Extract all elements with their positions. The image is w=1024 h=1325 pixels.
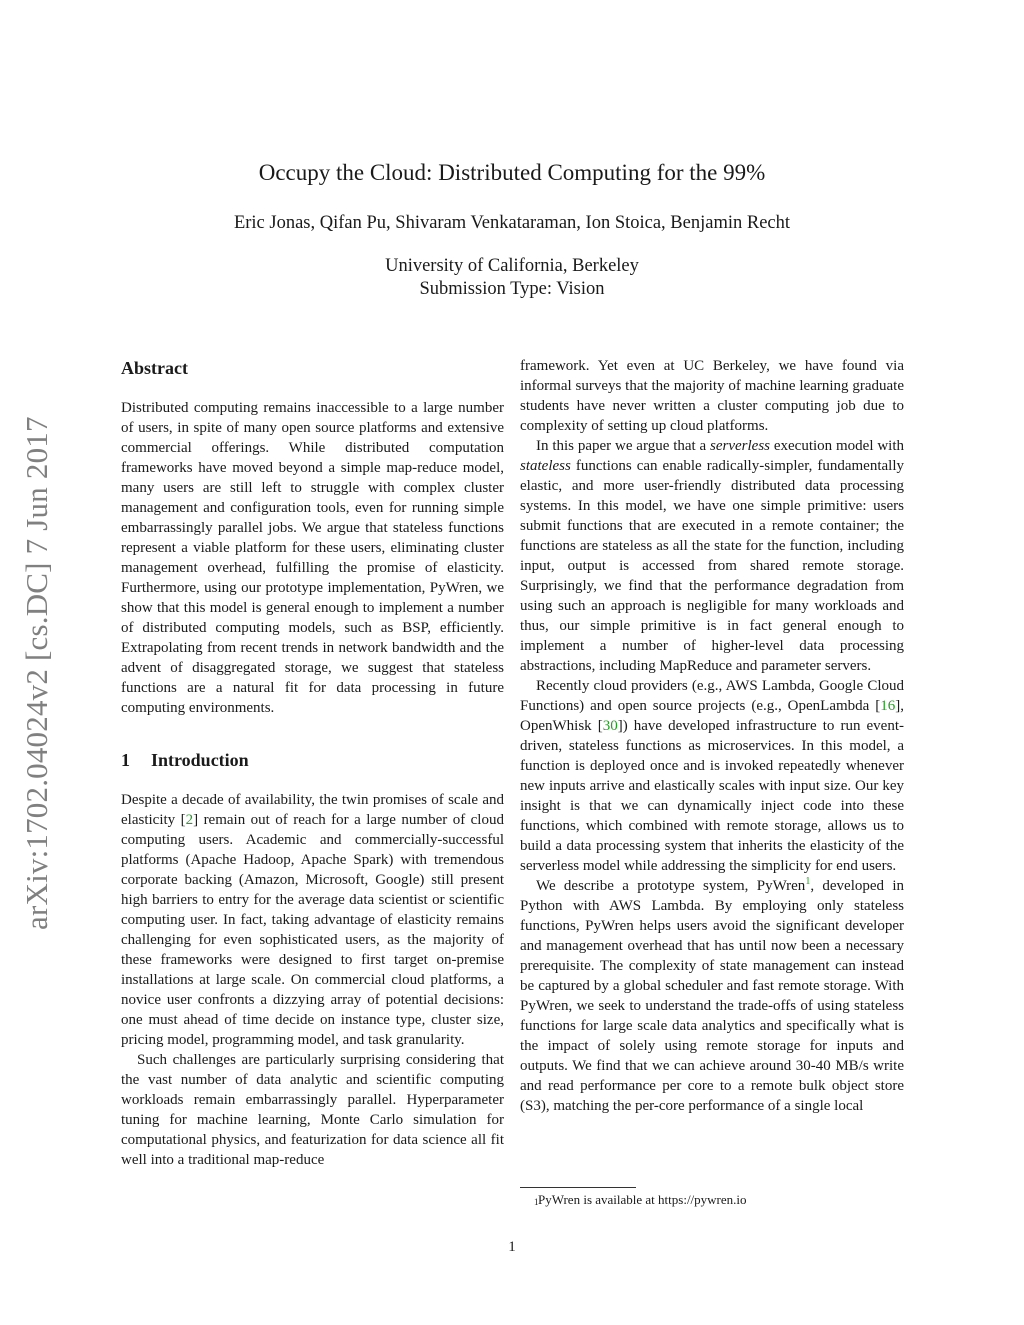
intro-paragraph-4 xyxy=(520,676,904,876)
paragraph-text: Despite a decade of availability, the twin promises of scale and elasticity [ xyxy=(121,792,504,828)
submission-type: Submission Type: Vision xyxy=(419,279,605,299)
abstract-text: Distributed computing remains inaccessible to a large number of users, in spite of many open source platforms and extensive commercial offerings. While distributed computation frameworks have moved beyond a simple map-reduce model, many users are still left to struggle with complex cluster management and configuration tools, even for running simple embarrassingly parallel jobs. We argue that stateless functions represent a viable platform for these users, eliminating cluster management overhead, fulfilling the promise of elasticity. Furthermore, using our prototype implementation, PyWren, we show that this model is general enough to implement a number of distributed computing models, such as BSP, efficiently. Extrapolating from recent trends in network bandwidth and the advent of disaggregated storage, we suggest that stateless functions are a natural fit for data processing in future computing environments. xyxy=(121,400,504,716)
intro-paragraph-2-continued: framework. Yet even at UC Berkeley, we have found via informal surveys that the majority of machine learning graduate students have never written a cluster computing job due to complexity of setting up cloud platforms. xyxy=(520,358,904,434)
paragraph-text: ] remain out of reach for a large number of cloud computing users. Academic and commercially-successful platforms (Apache Hadoop, Apache Spark) with tremendous corporate backing (Amazon, Microsoft, Google) still present high barriers to entry for the average data scientist or scientific computing user. In fact, taking advantage of elasticity remains challenging for even sophisticated users, as the majority of these frameworks were designed to first target on-premise installations at large scale. On commercial cloud platforms, a novice user confronts a dizzying array of potential decisions: one must ahead of time decide on instance type, cluster size, pricing model, programming model, and task granularity. xyxy=(121,812,504,1048)
paragraph-text: functions can enable radically-simpler, fundamentally elastic, and more user-friendly distributed data processing systems. In this model, we have one simple primitive: users submit functions that are executed in a remote container; the functions are stateless as all the state for the function, including input, output is accessed from shared remote storage. Surprisingly, we find that the performance degradation from using such an approach is negligible for many workloads and thus, our simple primitive is in fact general enough to implement a number of higher-level data processing abstractions, including MapReduce and parameter servers. xyxy=(520,458,904,674)
citation-link[interactable]: 2 xyxy=(185,812,194,828)
author-list: Eric Jonas, Qifan Pu, Shivaram Venkataraman, Ion Stoica, Benjamin Recht xyxy=(233,213,791,233)
citation-link[interactable]: 30 xyxy=(602,718,618,734)
footnote-mark: 1 xyxy=(534,1197,539,1207)
intro-paragraph-3 xyxy=(520,436,904,676)
footnote xyxy=(534,1191,747,1209)
arxiv-identifier-stamp: arXiv:1702.04024v2 [cs.DC] 7 Jun 2017 xyxy=(19,416,54,930)
footnote-marker-link[interactable]: 1 xyxy=(805,876,811,887)
paragraph-text: ], OpenWhisk [ xyxy=(520,698,904,734)
paragraph-text: execution model with xyxy=(770,438,904,454)
paragraph-text: ]) have developed infrastructure to run event-driven, stateless functions as microservices. In this model, a function is deployed once and is invoked repeatedly whenever new inputs arrive and elastically scales with input size. Our key insight is that we can dynamically inject code into these functions, which combined with remote storage, allows us to build a data processing system that inherits the elasticity of the serverless model while addressing the simplicity for end users. xyxy=(520,718,904,874)
paragraph-text: , developed in Python with AWS Lambda. By employing only stateless functions, PyWren helps users avoid the significant developer and management overhead that has until now been a necessary prerequisite. The complexity of state management can instead be captured by a global scheduler and fast remote storage. With PyWren, we seek to understand the trade-offs of using stateless functions for large scale data analytics and specifically what is the impact of solely using remote storage for inputs and outputs. We find that we can achieve around 30-40 MB/s write and read performance per core to a remote bulk object store (S3), matching the per-core performance of a single local xyxy=(520,878,905,1114)
intro-paragraph-5 xyxy=(520,876,904,1116)
paper-title: Occupy the Cloud: Distributed Computing for the 99% xyxy=(258,160,766,185)
paragraph-text: In this paper we argue that a xyxy=(536,438,711,454)
page-number: 1 xyxy=(508,1239,516,1255)
footnote-text: PyWren is available at https://pywren.io xyxy=(538,1192,747,1207)
abstract-heading: Abstract xyxy=(121,358,188,378)
section-heading-introduction xyxy=(121,748,504,772)
affiliation: University of California, Berkeley xyxy=(385,256,639,276)
emphasis-serverless: serverless xyxy=(710,438,771,454)
right-column xyxy=(520,356,904,1116)
affiliation-block xyxy=(0,255,1024,301)
emphasis-stateless: stateless xyxy=(520,458,571,474)
left-column xyxy=(121,356,504,1170)
footnote-divider xyxy=(520,1187,636,1188)
paragraph-text: We describe a prototype system, PyWren xyxy=(536,878,806,894)
intro-paragraph-1 xyxy=(121,790,504,1050)
section-title: Introduction xyxy=(151,750,249,770)
paragraph-text: Recently cloud providers (e.g., AWS Lambda, Google Cloud Functions) and open source projects (e.g., OpenLambda [ xyxy=(520,678,904,714)
citation-link[interactable]: 16 xyxy=(880,698,896,714)
section-number: 1 xyxy=(121,750,130,770)
intro-paragraph-2: Such challenges are particularly surprising considering that the vast number of data analytic and scientific computing workloads remain embarrassingly parallel. Hyperparameter tuning for machine learning, Monte Carlo simulation for computational physics, and featurization for data science all fit well into a traditional map-reduce xyxy=(121,1052,504,1168)
